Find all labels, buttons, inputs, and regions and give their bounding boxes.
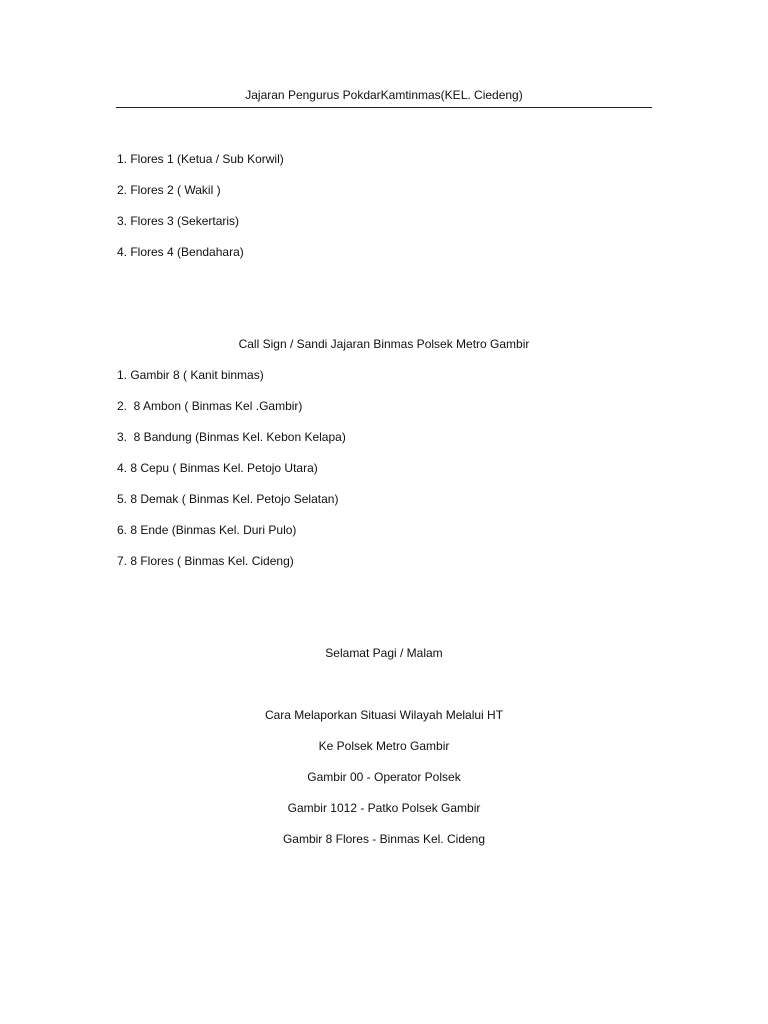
pengurus-item-1: 1. Flores 1 (Ketua / Sub Korwil) [117, 152, 284, 166]
document-title: Jajaran Pengurus PokdarKamtinmas(KEL. Ciedeng) [245, 88, 523, 102]
callsign-item-3: 3. 8 Bandung (Binmas Kel. Kebon Kelapa) [117, 430, 346, 444]
greeting-text: Selamat Pagi / Malam [325, 646, 443, 660]
callsign-item-7: 7. 8 Flores ( Binmas Kel. Cideng) [117, 554, 294, 568]
pengurus-item-3: 3. Flores 3 (Sekertaris) [117, 214, 240, 228]
callsign-item-4: 4. 8 Cepu ( Binmas Kel. Petojo Utara) [117, 461, 318, 475]
callsign-item-6: 6. 8 Ende (Binmas Kel. Duri Pulo) [117, 523, 297, 537]
title-underline [116, 107, 652, 108]
report-line-4: Gambir 1012 - Patko Polsek Gambir [287, 801, 481, 815]
pengurus-item-2: 2. Flores 2 ( Wakil ) [117, 183, 221, 197]
callsign-heading: Call Sign / Sandi Jajaran Binmas Polsek Metro Gambir [238, 337, 530, 351]
report-line-5: Gambir 8 Flores - Binmas Kel. Cideng [282, 832, 486, 846]
report-line-3: Gambir 00 - Operator Polsek [307, 770, 461, 784]
callsign-item-2: 2. 8 Ambon ( Binmas Kel .Gambir) [117, 399, 303, 413]
callsign-item-1: 1. Gambir 8 ( Kanit binmas) [117, 368, 264, 382]
report-line-1: Cara Melaporkan Situasi Wilayah Melalui HT [264, 708, 504, 722]
report-line-2: Ke Polsek Metro Gambir [318, 739, 450, 753]
pengurus-item-4: 4. Flores 4 (Bendahara) [117, 245, 244, 259]
callsign-item-5: 5. 8 Demak ( Binmas Kel. Petojo Selatan) [117, 492, 339, 506]
